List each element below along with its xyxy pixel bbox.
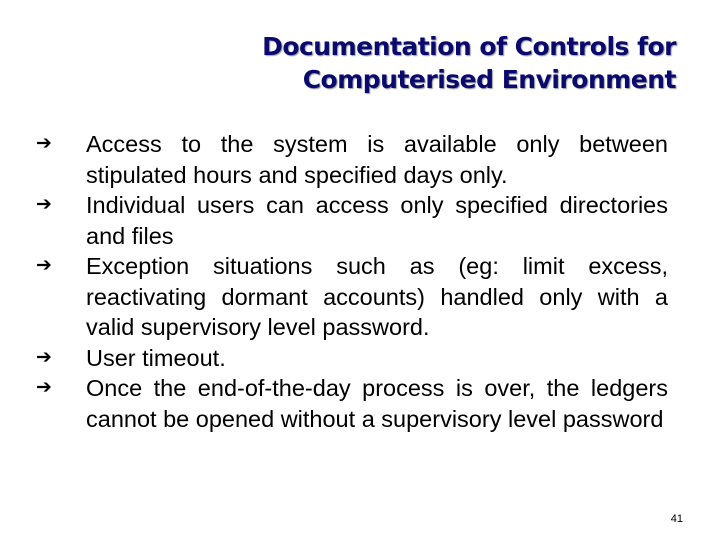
bullet-text: Individual users can access only specified directories and files <box>86 192 668 249</box>
slide-title <box>76 30 676 96</box>
bullet-item <box>36 129 668 190</box>
arrow-right-icon: ➔ <box>36 346 52 368</box>
bullet-text: Once the end-of-the-day process is over, the ledgers cannot be opened without a supervisory level password <box>86 375 668 432</box>
arrow-right-icon: ➔ <box>36 377 52 398</box>
bullet-item <box>36 251 668 343</box>
bullet-text: Access to the system is available only between stipulated hours and specified days only. <box>86 131 668 188</box>
bullet-item <box>36 190 668 251</box>
bullet-list <box>0 129 668 434</box>
page-number: 41 <box>670 513 683 525</box>
arrow-right-icon: ➔ <box>36 133 52 154</box>
arrow-right-icon: ➔ <box>36 255 52 276</box>
bullet-item <box>36 343 668 374</box>
bullet-item <box>36 373 668 434</box>
arrow-right-icon: ➔ <box>36 194 52 215</box>
bullet-text: Exception situations such as (eg: limit excess, reactivating dormant accounts) handled only with a valid supervisory level password. <box>86 253 668 340</box>
slide-title-line-2: Computerised Environment <box>302 65 676 94</box>
bullet-text: User timeout. <box>86 344 226 371</box>
slide-title-line-1: Documentation of Controls for <box>262 32 676 61</box>
